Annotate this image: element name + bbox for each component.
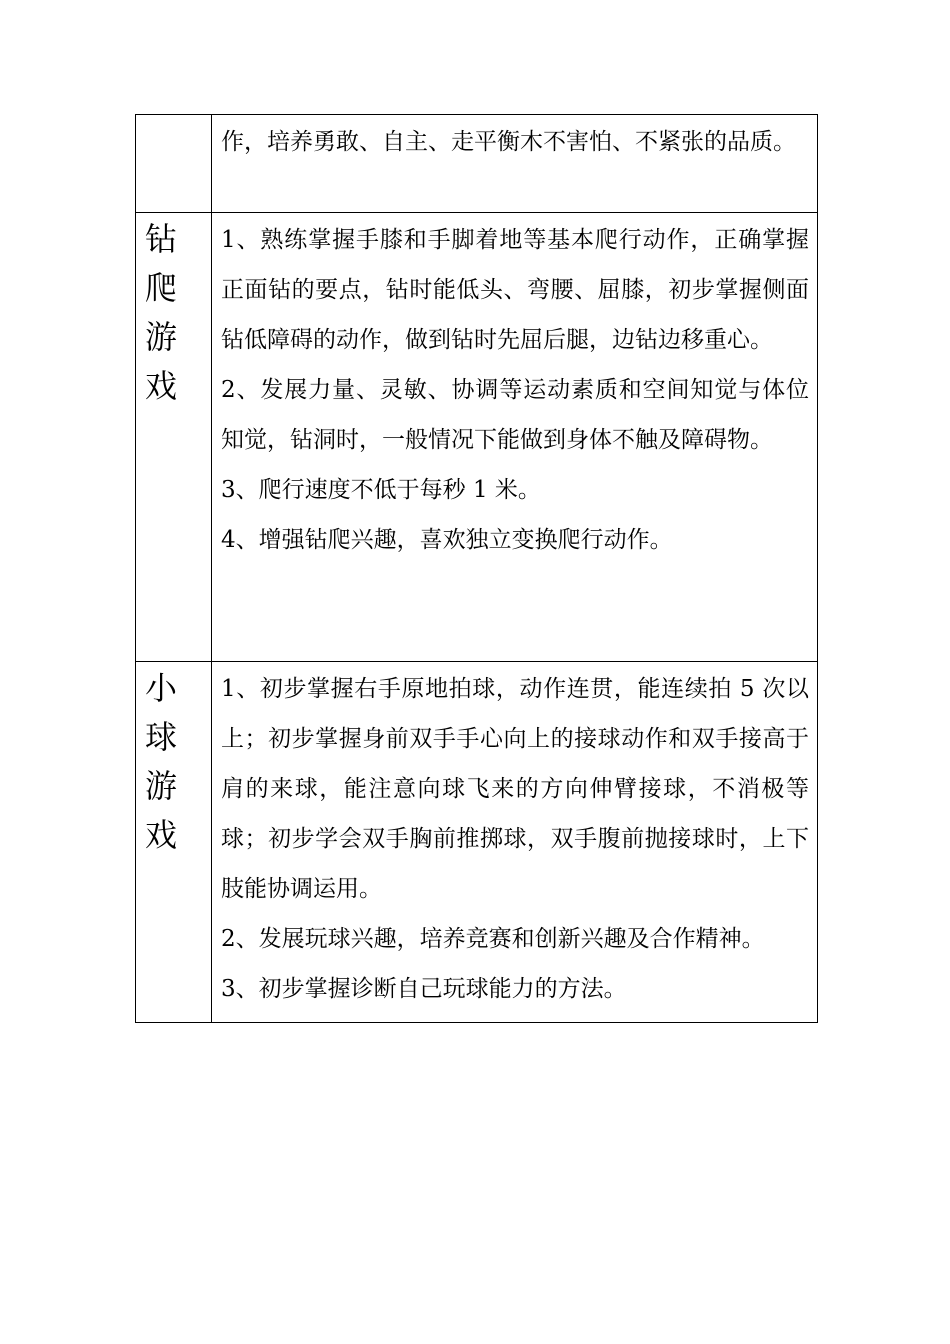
paragraph: 3、初步掌握诊断自己玩球能力的方法。	[221, 976, 627, 1002]
paragraph: 2、发展玩球兴趣，培养竞赛和创新兴趣及合作精神。	[221, 926, 765, 952]
table-row	[136, 115, 818, 213]
paragraph: 作，培养勇敢、自主、走平衡木不害怕、不紧张的品质。	[221, 129, 796, 155]
row-title-char: 钻	[145, 220, 178, 258]
row-body-cell	[212, 213, 818, 662]
row-body-cell	[212, 662, 818, 1023]
paragraph: 1、初步掌握右手原地拍球，动作连贯，能连续拍 5 次以上；初步掌握身前双手手心向上的接球动作和双手接高于肩的来球，能注意向球飞来的方向伸臂接球，不消极等球；初步学会双手胸前推掷球，双手腹前抛接球时，上下肢能协调运用。	[221, 676, 809, 902]
paragraph: 3、爬行速度不低于每秒 1 米。	[221, 477, 541, 503]
paragraph: 1、熟练掌握手膝和手脚着地等基本爬行动作，正确掌握正面钻的要点，钻时能低头、弯腰、屈膝，初步掌握侧面钻低障碍的动作，做到钻时先屈后腿，边钻边移重心。	[221, 227, 809, 353]
row-title-char: 小	[145, 669, 178, 707]
paragraph: 2、发展力量、灵敏、协调等运动素质和空间知觉与体位知觉，钻洞时，一般情况下能做到身体不触及障碍物。	[221, 377, 809, 453]
row-body-cell	[212, 115, 818, 213]
row-title-char: 游	[145, 767, 178, 805]
row-title-cell	[136, 213, 212, 662]
row-title-char: 游	[145, 318, 178, 356]
paragraph: 4、增强钻爬兴趣，喜欢独立变换爬行动作。	[221, 527, 673, 553]
row-title-cell	[136, 115, 212, 213]
table-row	[136, 213, 818, 662]
row-title-char: 戏	[145, 367, 178, 405]
row-title-char: 戏	[145, 816, 178, 854]
table-row	[136, 662, 818, 1023]
row-title-char: 爬	[145, 269, 178, 307]
row-title-char: 球	[145, 718, 178, 756]
row-title-cell	[136, 662, 212, 1023]
curriculum-table	[135, 114, 818, 1023]
